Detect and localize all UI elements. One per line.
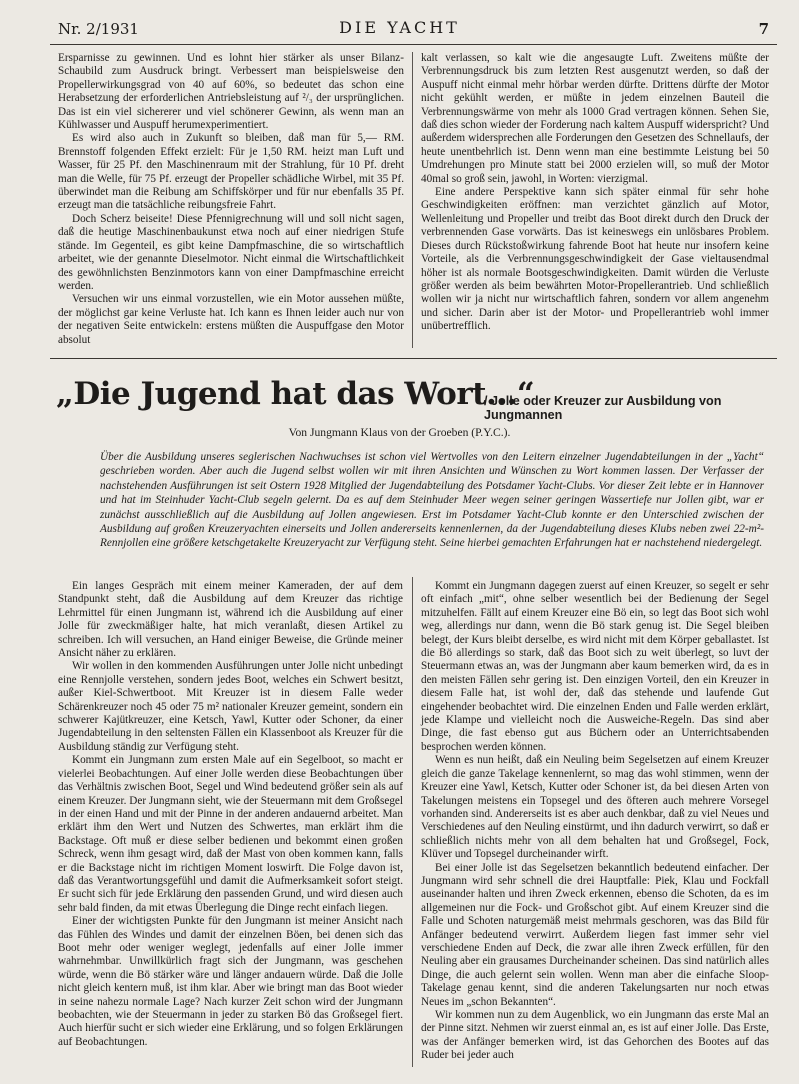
- paragraph: Einer der wichtigsten Punkte für den Jungmann ist meiner Ansicht nach das Fühlen des Windes und damit der einzelnen Böen, bei denen sich das Boot mehr oder weniger weglegt, jedenfalls auf einer Jolle immer wahrnehmbar. Unwillkürlich fragt sich der Jungmann, was geschehen würde, wenn die Bö stärker wäre und länger andauern würde. Daß die Jolle nicht gleich kentern muß, ist ihm klar. Aber wie bringt man das Boot wieder in seine nahezu normale Lage? Nach kurzer Zeit schon wird der Jungmann beobachten, wie der Steuermann in jeder zu starken Bö das Großsegel fiert. Auch hierfür sucht er sich wieder eine Erklärung, und so folgen Erklärungen auf Beobachtungen.: [58, 915, 403, 1048]
- paragraph: Bei einer Jolle ist das Segelsetzen bekanntlich bedeutend einfacher. Der Jungmann wird sehr schnell die drei Hauptfalle: Piek, Klau und Fockfall auseinander halten und ihren Zweck erkennen, ebenso die Schoten, da es im allgemeinen nur die Fock- und Großschot gibt. Auf einem Kreuzer sind die Falle und Schoten naturgemäß meist mehrmals geschoren, was das Bild für Anfänger bedeutend verwirrt. Außerdem liegen fast immer sehr viel verschiedene Enden auf Deck, die zwar alle ihren Zweck erfüllen, für den Neuling aber ein grausames Durcheinander scheinen. Das sind natürlich alles Dinge, die auch gelernt sein wollen. Wenn man aber die einfache Sloop-Takelage genau kennt, sind die anderen Takelungsarten nur noch etwas Neues im „schon Bekannten“.: [421, 861, 769, 1008]
- issue-number: Nr. 2/1931: [58, 20, 139, 38]
- header-rule: [50, 44, 777, 45]
- paragraph: Es wird also auch in Zukunft so bleiben, daß man für 5,— RM. Brennstoff folgenden Effekt erzielt: Für je 1,50 RM. heizt man Luft und Wasser, für 25 Pf. den Maschinenraum mit der Strahlung, für 10 Pf. dreht man die Welle, für 75 Pf. erzeugt der Propeller schädliche Wirbel, mit 35 Pf. überwindet man die Reibung am Schiffskörper und für nur ebenfalls 35 Pf. erzeugt man die tatsächliche reibungsfreie Fahrt.: [58, 132, 404, 212]
- page-number: 7: [758, 20, 769, 38]
- paragraph: kalt verlassen, so kalt wie die angesaugte Luft. Zweitens müßte der Verbrennungsdruck bis zum letzten Rest ausgenutzt werden, so daß der Auspuff nicht einmal mehr hörbar werden dürfte. Drittens dürfte der Motor nicht gekühlt werden, er müßte in jedem einzelnen Bauteil die Verbrennungswärme von mehr als 1000 Grad vertragen können. Sehen Sie, daß dies schon wieder der Forderung nach kaltem Auspuff widerspricht? Und außerdem widersprechen alle Forderungen den Gesetzen des Schnellaufs, der heute unentbehrlich ist. Denn wenn man eine bestimmte Leistung bei 50 Umdrehungen pro Minute statt bei 2000 erzielen will, so muß der Motor 40mal so groß sein, jawohl, in Worten: vierzigmal.: [421, 52, 769, 185]
- article-byline: Von Jungmann Klaus von der Groeben (P.Y.C.).: [288, 426, 511, 439]
- bottom-right-column: [421, 580, 769, 1063]
- article-intro: Über die Ausbildung unseres seglerischen Nachwuchses ist schon viel Wertvolles von den Leitern einzelner Jugendabteilungen in der „Yacht“ geschrieben worden. Aber auch die Jugend selbst wollen wir mit ihren Ansichten und Wünschen zu Wort kommen lassen. Der Verfasser der nachstehenden Ausführungen ist seit Ostern 1928 Mitglied der Jugendabteilung des Potsdamer Yacht-Clubs. Vor dieser Zeit lebte er in Hannover und hat im Steinhuder Yacht-Club segeln gelernt. Da es auf dem Steinhuder Meer wegen seiner geringen Wassertiefe nur Jollen gibt, war er zunächst ausschließlich auf die Ausbildung auf Jollen angewiesen. Erst im Potsdamer Yacht-Club konnte er den Unterschied zwischen der Ausbildung auf großen Kreuzeryachten einerseits und Jollen andererseits kennenlernen, da der Jugendabteilung dieses Klubs neben zwei 22-m²-Rennjollen eine größere ketschgetakelte Kreuzeryacht zur Verfügung steht. Seine hierbei gemachten Erfahrungen hat er nachstehend niedergelegt.: [100, 451, 764, 550]
- journal-title: DIE YACHT: [339, 18, 460, 37]
- paragraph: Ersparnisse zu gewinnen. Und es lohnt hier stärker als unser Bilanz-Schaubild zum Ausdruck bringt. Verbessert man beispielsweise den Propellerwirkungsgrad von 40 auf 60%, so bedeutet das schon eine Herabsetzung der erforderlichen Antriebsleistung auf ²/₃ der ursprünglichen. Das ist ein viel sichererer und viel schönerer Gewinn, als wenn man an Kühlwasser und Auspuff herumexperimentiert.: [58, 52, 404, 132]
- paragraph: Doch Scherz beiseite! Diese Pfennigrechnung will und soll nicht sagen, daß die heutige Maschinenbaukunst etwa noch auf einer niedrigen Stufe stände. Im Gegenteil, es gibt keine Dampfmaschine, die so wirtschaftlich arbeitet, wie der genannte Dieselmotor. Nicht einmal die Wirtschaftlichkeit des gewöhnlichsten Benzinmotors kann von einer Dampfmaschine erreicht werden.: [58, 212, 404, 292]
- paragraph: Kommt ein Jungmann dagegen zuerst auf einen Kreuzer, so segelt er sehr oft einfach „mit“, ohne selber wesentlich bei der Bedienung der Segel mitzuhelfen. Fällt auf einem Kreuzer eine Bö ein, so legt das Boot sich wohl weg, allerdings nur dann, wenn die Bö stark genug ist. Die Segel bleiben belegt, der Kurs bleibt derselbe, es wird nicht mit dem Körper geballastet. Ist die Bö allerdings so stark, daß das Boot sich zu weit überlegt, so luvt der Steuermann etwas an, was der Jungmann aber kaum bemerken wird, da es in den meisten Fällen sehr gering ist. Den einzigen Vorteil, den ein Kreuzer in diesem Falle hat, ist wohl der, daß das stehende und laufende Gut eingehender beobachtet wird. Die einzelnen Enden und Falle werden erklärt, jede Klampe und vielleicht noch die Ausweiche-Regeln. Das sind aber Dinge, die fast ebenso gut aus Büchern oder an Unterrichtsabenden besprochen werden können.: [421, 580, 769, 753]
- top-left-column: [58, 52, 404, 347]
- paragraph: Wir kommen nun zu dem Augenblick, wo ein Jungmann das erste Mal an der Pinne sitzt. Nehmen wir zuerst einmal an, es ist auf einer Jolle. Das Erste, was der Anfänger bemerken wird, ist das Gehorchen des Bootes auf das Ruder bei jeder auch: [421, 1009, 769, 1062]
- paragraph: Ein langes Gespräch mit einem meiner Kameraden, der auf dem Standpunkt steht, daß die Ausbildung auf dem Kreuzer das richtige Lehrmittel für einen Jungmann ist, während ich die Ausbildung auf einer Jolle für zweckmäßiger halte, hat mich veranlaßt, diesen Artikel zu schreiben. Ich will versuchen, an Hand einiger Beweise, die Gründe meiner Ansicht näher zu erklären.: [58, 580, 403, 660]
- article-title: „Die Jugend hat das Wort...“: [56, 376, 535, 412]
- section-rule: [50, 358, 777, 359]
- bottom-left-column: [58, 580, 403, 1049]
- paragraph: Wir wollen in den kommenden Ausführungen unter Jolle nicht unbedingt eine Rennjolle verstehen, sondern jedes Boot, welches ein Schwert besitzt, außer Kiel-Schwertboot. Mit Kreuzer ist in diesem Falle weder Schärenkreuzer noch 45 oder 75 m² nationaler Kreuzer gemeint, sondern ein schwerer Kajütkreuzer, eine Ketsch, Yawl, Kutter oder Schoner, da einer Jugendabteilung in den seltensten Fällen ein Klassenboot als Kreuzer für die Ausbildung ständig zur Verfügung steht.: [58, 660, 403, 753]
- paragraph: Eine andere Perspektive kann sich später einmal für sehr hohe Geschwindigkeiten eröffnen: man verzichtet gänzlich auf Motor, Wellenleitung und Propeller und treibt das Boot direkt durch den Druck der verbrennenden Gase vorwärts. Das ist keineswegs ein unlösbares Problem. Dieses durch Rückstoßwirkung fahrende Boot hat heute nur insofern keine Vorteile, als die Verbrennungsgeschwindigkeit der Gase vieltausendmal höher ist als normale Bootsgeschwindigkeiten. Damit würden die Verluste größer werden als beim bewährten Motor-Propellerantrieb. Und schließlich wollen wir ja nicht nur wirtschaftlich fahren, sondern vor allem angenehm und sicher. Darin aber ist der Motor- und Propellerantrieb wohl immer unübertrefflich.: [421, 186, 769, 333]
- column-divider-top: [412, 52, 413, 348]
- top-right-column: [421, 52, 769, 334]
- paragraph: Versuchen wir uns einmal vorzustellen, wie ein Motor aussehen müßte, der möglichst gar keine Verluste hat. Ich kann es Ihnen leider auch nur von der negativen Seite entwickeln: erstens müßten die Auspuffgase den Motor absolut: [58, 293, 404, 346]
- column-divider-bottom: [412, 577, 413, 1067]
- paragraph: Kommt ein Jungmann zum ersten Male auf ein Segelboot, so macht er vielerlei Beobachtungen. Auf einer Jolle werden diese Beobachtungen über das Verhältnis zwischen Boot, Segel und Wind bedeutend größer sein als auf einem Kreuzer. Der Jungmann sieht, wie der Steuermann mit dem Großsegel in der einen Hand und mit der Pinne in der anderen andauernd arbeitet. Man erklärt ihm den Wert und Nutzen des Schwertes, man erklärt ihm die Backstage. Oft muß er diese selber bedienen und bekommt einen großen Schreck, wenn ihm gesagt wird, daß der Mast von oben kommen kann, falls er die Backstage nicht im richtigen Moment loswirft. Die Folge davon ist, daß das Verantwortungsgefühl und damit die Aufmerksamkeit sofort steigt. Er sucht sich für jede Erklärung den passenden Grund, und wird diesen auch sehr bald finden, da mit etwas Überlegung die Dinge recht einfach liegen.: [58, 754, 403, 914]
- article-subtitle: / Jolle oder Kreuzer zur Ausbildung von Jungmannen: [484, 394, 722, 422]
- paragraph: Wenn es nun heißt, daß ein Neuling beim Segelsetzen auf einem Kreuzer gleich die ganze Takelage kennenlernt, so mag das wohl stimmen, wenn der Kreuzer eine Yawl, Ketsch, Kutter oder Schoner ist, da bei diesen Arten von Takelungen meistens ein Topsegel und des öfteren auch mehrere Vorsegel vorhanden sind. Andererseits ist es aber auch denkbar, daß zu viel Neues und Verschiedenes auf den Neuling einstürmt, und ihn dadurch verwirrt, so daß er schließlich nichts mehr von all dem behalten hat und Großsegel, Fock, Klüver und Topsegel durcheinander wirft.: [421, 754, 769, 861]
